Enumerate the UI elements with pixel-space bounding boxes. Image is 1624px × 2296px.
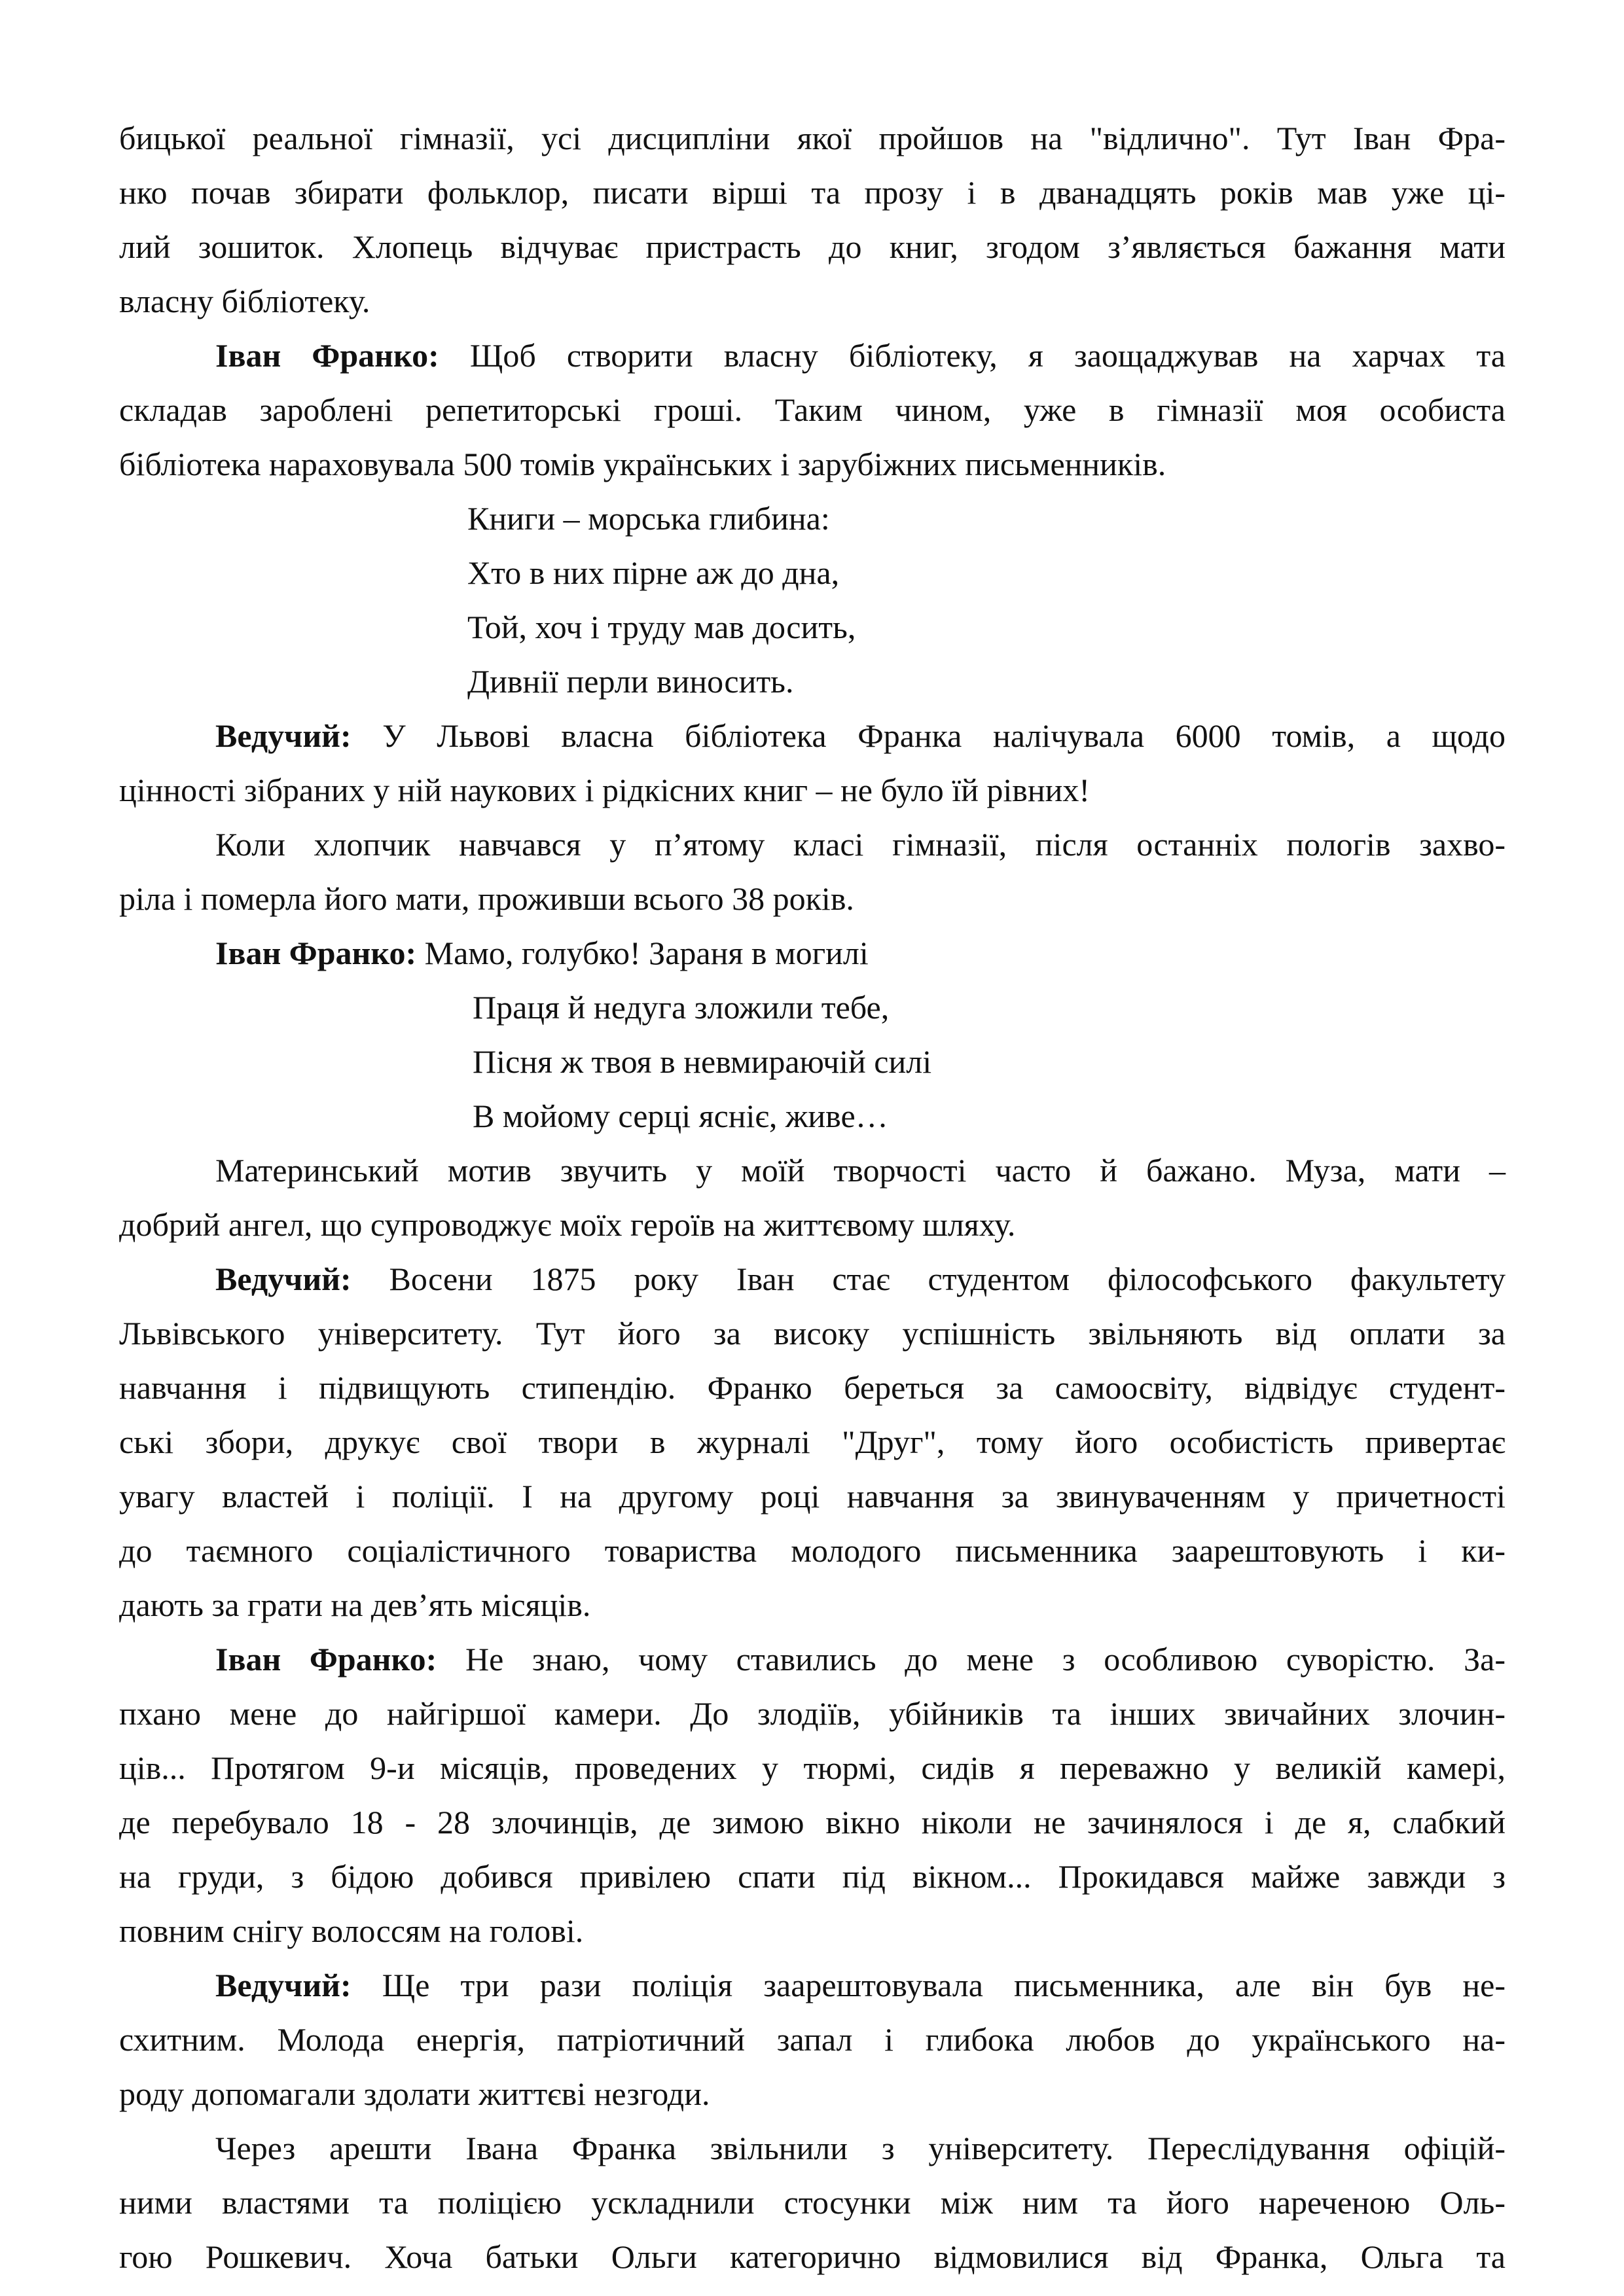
verse-line: Праця й недуга зложили тебе, — [473, 989, 890, 1026]
text-line: навчання і підвищують стипендію. Франко береться за самоосвіту, відвідує студент- — [119, 1369, 1506, 1406]
text-line: до таємного соціалістичного товариства молодого письменника заарештовують і ки- — [119, 1532, 1506, 1569]
speaker-name: Іван Франко: — [215, 935, 417, 971]
speaker-line — [119, 1632, 1506, 1687]
speaker-line — [119, 1958, 1506, 2013]
text-line: власну бібліотеку. — [119, 283, 370, 319]
speaker-name: Іван Франко: — [215, 337, 439, 374]
text-line: лий зошиток. Хлопець відчуває пристрасть до книг, згодом з’являється бажання мати — [119, 228, 1506, 265]
speech-text: Щоб створити власну бібліотеку, я заощаджував на харчах та — [439, 337, 1506, 374]
text-line: ські збори, друкує свої твори в журналі "Друг", тому його особистість привертає — [119, 1424, 1506, 1460]
speaker-line — [119, 1252, 1506, 1306]
speaker-name: Ведучий: — [215, 1261, 352, 1297]
text-line: ними властями та поліцією ускладнили стосунки між ним та його нареченою Оль- — [119, 2184, 1506, 2221]
text-line: де перебувало 18 - 28 злочинців, де зимою вікно ніколи не зачинялося і де я, слабкий — [119, 1804, 1506, 1840]
document-page — [119, 111, 1506, 2284]
text-line: гою Рошкевич. Хоча батьки Ольги категорично відмовилися від Франка, Ольга та — [119, 2238, 1506, 2275]
verse-line: Хто в них пірне аж до дна, — [467, 554, 840, 591]
speaker-name: Ведучий: — [215, 717, 352, 754]
text-line: бібліотека нараховувала 500 томів українських і зарубіжних письменників. — [119, 446, 1166, 482]
speaker-name: Іван Франко: — [215, 1641, 437, 1677]
speaker-line — [119, 329, 1506, 383]
speech-text: Не знаю, чому ставились до мене з особливою суворістю. За- — [437, 1641, 1506, 1677]
text-line: Львівського університету. Тут його за високу успішність звільняють від оплати за — [119, 1315, 1506, 1352]
text-line: схитним. Молода енергія, патріотичний запал і глибока любов до українського на- — [119, 2021, 1506, 2058]
text-line: увагу властей і поліції. І на другому році навчання за звинуваченням у причетності — [119, 1478, 1506, 1515]
text-line: роду допомагали здолати життєві незгоди. — [119, 2075, 710, 2112]
verse-line: Книги – морська глибина: — [467, 500, 830, 537]
text-line: нко почав збирати фольклор, писати вірші та прозу і в дванадцять років мав уже ці- — [119, 174, 1506, 211]
text-line: на груди, з бідою добився привілею спати під вікном... Прокидався майже завжди з — [119, 1858, 1506, 1895]
speech-text: Восени 1875 року Іван стає студентом філософського факультету — [351, 1261, 1506, 1297]
text-line: ріла і померла його мати, проживши всього 38 років. — [119, 880, 854, 917]
text-line: цінності зібраних у ній наукових і рідкісних книг – не було їй рівних! — [119, 772, 1091, 808]
text-line: повним снігу волоссям на голові. — [119, 1912, 584, 1949]
text-line: Коли хлопчик навчався у п’ятому класі гімназії, після останніх пологів захво- — [215, 826, 1506, 863]
verse-line: Той, хоч і труду мав досить, — [467, 609, 856, 645]
speaker-name: Ведучий: — [215, 1967, 352, 2003]
verse-line: В мойому серці ясніє, живе… — [473, 1098, 888, 1134]
text-line: дають за грати на дев’ять місяців. — [119, 1587, 591, 1623]
text-line: Материнський мотив звучить у моїй творчості часто й бажано. Муза, мати – — [215, 1152, 1506, 1189]
speech-text: Ще три рази поліція заарештовувала письменника, але він був не- — [351, 1967, 1506, 2003]
text-line: добрий ангел, що супроводжує моїх героїв на життєвому шляху. — [119, 1206, 1016, 1243]
text-line: бицької реальної гімназії, усі дисципліни якої пройшов на "відлично". Тут Іван Фра- — [119, 120, 1506, 156]
speaker-line — [119, 709, 1506, 763]
verse-line: Пісня ж твоя в невмираючій силі — [473, 1043, 932, 1080]
text-line: складав зароблені репетиторські гроші. Таким чином, уже в гімназії моя особиста — [119, 391, 1506, 428]
speaker-line — [119, 926, 1506, 980]
text-line: Через арешти Івана Франка звільнили з університету. Переслідування офіцій- — [215, 2130, 1506, 2166]
text-line: ців... Протягом 9-и місяців, проведених у тюрмі, сидів я переважно у великій камері, — [119, 1749, 1506, 1786]
verse-line: Дивнії перли виносить. — [467, 663, 794, 700]
text-line: пхано мене до найгіршої камери. До злодіїв, убійників та інших звичайних злочин- — [119, 1695, 1506, 1732]
speech-text: Мамо, голубко! Зараня в могилі — [416, 935, 869, 971]
speech-text: У Львові власна бібліотека Франка налічувала 6000 томів, а щодо — [351, 717, 1506, 754]
